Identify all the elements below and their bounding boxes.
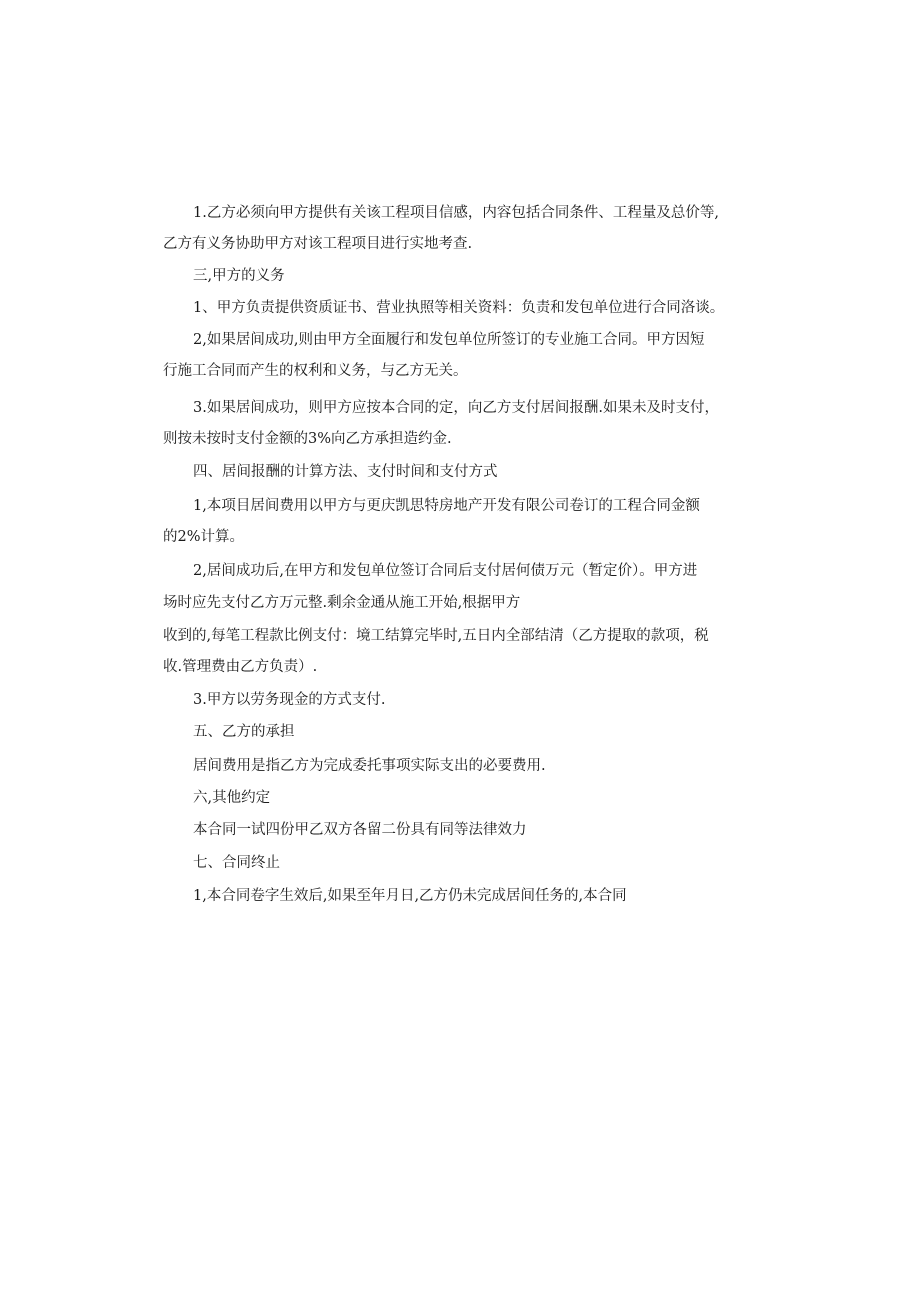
paragraph-line-1: 1.乙方必须向甲方提供有关该工程项目信感，内容包括合同条件、工程量及总价等, xyxy=(193,205,719,221)
paragraph-line-2: 乙方有义务协助甲方对该工程项目进行实地考查. xyxy=(163,236,473,252)
paragraph-line-20: 本合同一试四份甲乙双方各留二份具有同等法律效力 xyxy=(193,822,527,838)
paragraph-line-5: 2,如果居间成功,则由甲方全面履行和发包单位所签订的专业施工合同。甲方因短 xyxy=(193,332,705,348)
section-heading-3: 三,甲方的义务 xyxy=(193,268,285,284)
paragraph-line-7: 3.如果居间成功，则甲方应按本合同的定，向乙方支付居间报酬.如果未及时支付， xyxy=(193,400,719,416)
section-heading-6: 六,其他约定 xyxy=(193,790,271,806)
paragraph-line-8: 则按未按时支付金额的3%向乙方承担造约金. xyxy=(163,431,452,447)
paragraph-line-22: 1,本合同卷字生效后,如果至年月日,乙方仍未完成居间任务的,本合同 xyxy=(193,888,627,904)
paragraph-line-13: 场时应先支付乙方万元整.剩余金通从施工开始,根据甲方 xyxy=(163,595,521,611)
paragraph-line-10: 1,本项目居间费用以甲方与更庆凯思特房地产开发有限公司卷订的工程合同金额 xyxy=(193,498,700,514)
paragraph-line-6: 行施工合同而产生的权利和义务，与乙方无关。 xyxy=(163,363,468,379)
section-heading-5: 五、乙方的承担 xyxy=(193,724,295,740)
paragraph-line-16: 3.甲方以劳务现金的方式支付. xyxy=(193,692,386,708)
paragraph-line-11: 的2%计算。 xyxy=(163,529,245,545)
paragraph-line-4: 1、甲方负责提供资质证书、营业执照等相关资料：负责和发包单位进行合同洛谈。 xyxy=(193,300,725,316)
section-heading-4: 四、居间报酬的计算方法、支付时间和支付方式 xyxy=(193,464,498,480)
paragraph-line-15: 收.管理费由乙方负责）. xyxy=(163,659,318,675)
paragraph-line-12: 2,居间成功后,在甲方和发包单位签订合同后支付居何债万元（暂定价）。甲方进 xyxy=(193,563,698,579)
paragraph-line-18: 居间费用是指乙方为完成委托事项实际支出的必要费用. xyxy=(193,758,546,774)
section-heading-7: 七、合同终止 xyxy=(193,855,280,871)
paragraph-line-14: 收到的,每笔工程款比例支付：境工结算完毕时,五日内全部结清（乙方提取的款项，税 xyxy=(163,628,709,644)
